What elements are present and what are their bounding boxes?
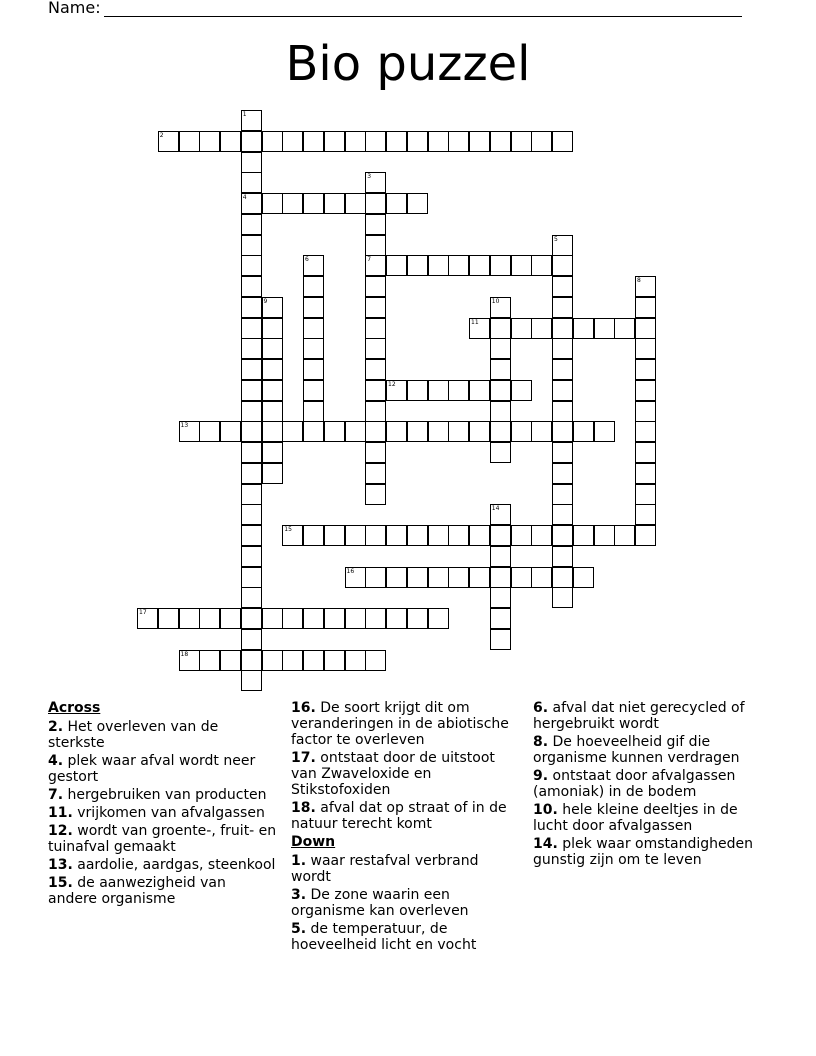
clue-column-3 [533, 700, 763, 870]
crossword-cell[interactable] [241, 359, 262, 380]
crossword-cell[interactable] [635, 504, 656, 525]
crossword-cell[interactable] [365, 297, 386, 318]
crossword-cell[interactable] [490, 297, 511, 318]
crossword-cell[interactable] [448, 380, 469, 401]
crossword-cell[interactable] [428, 255, 449, 276]
clue-down-5: 5. de temperatuur, de hoeveelheid licht en vocht [291, 921, 477, 953]
down-heading: Down [291, 834, 336, 850]
crossword-cell[interactable] [241, 380, 262, 401]
crossword-cell[interactable] [635, 421, 656, 442]
crossword-cell[interactable] [220, 608, 241, 629]
crossword-cell[interactable] [511, 255, 532, 276]
crossword-cell[interactable] [407, 255, 428, 276]
crossword-cell[interactable] [490, 380, 511, 401]
cell-number: 12 [388, 380, 396, 388]
crossword-cell[interactable] [241, 504, 262, 525]
crossword-cell[interactable] [531, 318, 552, 339]
crossword-cell[interactable] [262, 193, 283, 214]
crossword-cell[interactable] [428, 131, 449, 152]
crossword-cell[interactable] [365, 255, 386, 276]
cell-number: 10 [491, 297, 500, 305]
crossword-cell[interactable] [241, 463, 262, 484]
crossword-cell[interactable] [552, 421, 573, 442]
crossword-cell[interactable] [635, 276, 656, 297]
crossword-cell[interactable] [220, 421, 241, 442]
crossword-cell[interactable] [428, 608, 449, 629]
cell-number: 14 [491, 505, 500, 513]
crossword-cell[interactable] [365, 318, 386, 339]
crossword-cell[interactable] [241, 235, 262, 256]
crossword-cell[interactable] [594, 525, 615, 546]
crossword-cell[interactable] [282, 193, 303, 214]
crossword-cell[interactable] [552, 131, 573, 152]
crossword-cell[interactable] [490, 504, 511, 525]
crossword-cell[interactable] [552, 587, 573, 608]
crossword-cell[interactable] [490, 442, 511, 463]
crossword-cell[interactable] [324, 608, 345, 629]
crossword-cell[interactable] [490, 131, 511, 152]
crossword-cell[interactable] [365, 608, 386, 629]
cell-number: 11 [471, 318, 479, 326]
crossword-cell[interactable] [262, 131, 283, 152]
crossword-cell[interactable] [428, 567, 449, 588]
crossword-cell[interactable] [241, 442, 262, 463]
clue-down-8: 8. De hoeveelheid gif die organisme kunnen verdragen [533, 734, 740, 766]
crossword-cell[interactable] [386, 193, 407, 214]
crossword-cell[interactable] [552, 338, 573, 359]
crossword-cell[interactable] [511, 380, 532, 401]
cell-number: 8 [637, 277, 641, 284]
crossword-cell[interactable] [386, 567, 407, 588]
crossword-cell[interactable] [614, 525, 635, 546]
crossword-cell[interactable] [448, 525, 469, 546]
crossword-cell[interactable] [345, 650, 366, 671]
crossword-cell[interactable] [199, 421, 220, 442]
crossword-cell[interactable] [241, 567, 262, 588]
crossword-cell[interactable] [552, 297, 573, 318]
crossword-cell[interactable] [490, 525, 511, 546]
crossword-cell[interactable] [241, 193, 262, 214]
clue-column-2 [291, 700, 521, 955]
cell-number: 15 [284, 526, 292, 533]
crossword-cell[interactable] [303, 608, 324, 629]
crossword-cell[interactable] [303, 525, 324, 546]
clue-across-18: 18. afval dat op straat of in de natuur terecht komt [291, 800, 507, 832]
crossword-cell[interactable] [262, 421, 283, 442]
crossword-cell[interactable] [282, 421, 303, 442]
crossword-cell[interactable] [573, 525, 594, 546]
cell-number: 5 [554, 235, 558, 243]
crossword-cell[interactable] [386, 525, 407, 546]
crossword-cell[interactable] [241, 110, 262, 131]
clue-across-11: 11. vrijkomen van afvalgassen [48, 805, 265, 821]
clue-across-13: 13. aardolie, aardgas, steenkool [48, 857, 276, 873]
page-title: Bio puzzel [285, 36, 531, 92]
crossword-cell[interactable] [531, 131, 552, 152]
crossword-cell[interactable] [303, 297, 324, 318]
crossword-cell[interactable] [241, 587, 262, 608]
crossword-cell[interactable] [262, 608, 283, 629]
crossword-cell[interactable] [345, 193, 366, 214]
crossword-cell[interactable] [635, 463, 656, 484]
crossword-cell[interactable] [635, 297, 656, 318]
crossword-cell[interactable] [407, 525, 428, 546]
crossword-cell[interactable] [531, 567, 552, 588]
crossword-cell[interactable] [635, 359, 656, 380]
crossword-cell[interactable] [303, 318, 324, 339]
crossword-cell[interactable] [324, 193, 345, 214]
crossword-cell[interactable] [262, 401, 283, 422]
crossword-cell[interactable] [365, 463, 386, 484]
crossword-cell[interactable] [365, 567, 386, 588]
crossword-cell[interactable] [158, 608, 179, 629]
crossword-cell[interactable] [531, 421, 552, 442]
cell-number: 18 [180, 650, 189, 658]
clue-column-1 [48, 700, 278, 909]
crossword-cell[interactable] [469, 380, 490, 401]
crossword-cell[interactable] [199, 650, 220, 671]
crossword-cell[interactable] [614, 318, 635, 339]
cell-number: 2 [159, 131, 164, 139]
crossword-cell[interactable] [573, 421, 594, 442]
crossword-cell[interactable] [490, 546, 511, 567]
crossword-cell[interactable] [345, 608, 366, 629]
crossword-cell[interactable] [635, 380, 656, 401]
crossword-cell[interactable] [407, 131, 428, 152]
crossword-cell[interactable] [365, 650, 386, 671]
crossword-cell[interactable] [490, 318, 511, 339]
crossword-cell[interactable] [490, 567, 511, 588]
crossword-cell[interactable] [469, 525, 490, 546]
crossword-cell[interactable] [365, 214, 386, 235]
crossword-cell[interactable] [573, 318, 594, 339]
crossword-cell[interactable] [490, 608, 511, 629]
crossword-cell[interactable] [490, 359, 511, 380]
crossword-cell[interactable] [469, 421, 490, 442]
crossword-cell[interactable] [303, 421, 324, 442]
crossword-cell[interactable] [241, 670, 262, 691]
crossword-cell[interactable] [365, 193, 386, 214]
cell-number: 13 [180, 422, 189, 430]
crossword-cell[interactable] [428, 525, 449, 546]
crossword-cell[interactable] [365, 276, 386, 297]
crossword-cell[interactable] [241, 421, 262, 442]
crossword-cell[interactable] [262, 442, 283, 463]
clue-across-16: 16. De soort krijgt dit om veranderingen in de abiotische factor te overleven [291, 700, 509, 748]
clue-across-17: 17. ontstaat door de uitstoot van Zwaveloxide en Stikstofoxiden [291, 750, 495, 798]
crossword-cell[interactable] [345, 567, 366, 588]
crossword-cell[interactable] [469, 131, 490, 152]
crossword-cell[interactable] [282, 608, 303, 629]
clue-down-1: 1. waar restafval verbrand wordt [291, 853, 479, 885]
crossword-cell[interactable] [552, 235, 573, 256]
crossword-cell[interactable] [552, 255, 573, 276]
crossword-cell[interactable] [490, 401, 511, 422]
crossword-cell[interactable] [448, 567, 469, 588]
crossword-cell[interactable] [303, 359, 324, 380]
crossword-cell[interactable] [324, 525, 345, 546]
clue-across-2: 2. Het overleven van de sterkste [48, 719, 219, 751]
crossword-cell[interactable] [365, 525, 386, 546]
crossword-cell[interactable] [199, 131, 220, 152]
crossword-cell[interactable] [179, 650, 200, 671]
across-heading: Across [48, 700, 101, 716]
crossword-cell[interactable] [220, 131, 241, 152]
crossword-cell[interactable] [262, 380, 283, 401]
crossword-cell[interactable] [511, 421, 532, 442]
crossword-cell[interactable] [220, 650, 241, 671]
crossword-cell[interactable] [635, 401, 656, 422]
crossword-cell[interactable] [241, 318, 262, 339]
crossword-cell[interactable] [448, 255, 469, 276]
crossword-cell[interactable] [199, 608, 220, 629]
crossword-cell[interactable] [552, 276, 573, 297]
crossword-cell[interactable] [552, 463, 573, 484]
crossword-cell[interactable] [179, 131, 200, 152]
crossword-cell[interactable] [303, 131, 324, 152]
crossword-cell[interactable] [407, 608, 428, 629]
crossword-cell[interactable] [635, 484, 656, 505]
crossword-cell[interactable] [407, 380, 428, 401]
crossword-cell[interactable] [552, 504, 573, 525]
crossword-cell[interactable] [469, 567, 490, 588]
crossword-cell[interactable] [552, 484, 573, 505]
crossword-cell[interactable] [386, 131, 407, 152]
crossword-cell[interactable] [428, 380, 449, 401]
crossword-cell[interactable] [241, 525, 262, 546]
crossword-cell[interactable] [241, 172, 262, 193]
crossword-cell[interactable] [179, 608, 200, 629]
crossword-cell[interactable] [511, 131, 532, 152]
crossword-cell[interactable] [386, 608, 407, 629]
crossword-cell[interactable] [324, 131, 345, 152]
crossword-cell[interactable] [531, 255, 552, 276]
crossword-cell[interactable] [365, 359, 386, 380]
cell-number: 17 [139, 609, 147, 616]
cell-number: 7 [367, 256, 372, 264]
crossword-cell[interactable] [573, 567, 594, 588]
clue-down-14: 14. plek waar omstandigheden gunstig zijn om te leven [533, 836, 753, 868]
crossword-cell[interactable] [531, 525, 552, 546]
crossword-cell[interactable] [241, 152, 262, 173]
crossword-cell[interactable] [635, 318, 656, 339]
clue-down-6: 6. afval dat niet gerecycled of hergebruikt wordt [533, 700, 745, 732]
crossword-cell[interactable] [241, 338, 262, 359]
crossword-cell[interactable] [594, 421, 615, 442]
crossword-cell[interactable] [303, 255, 324, 276]
crossword-cell[interactable] [262, 463, 283, 484]
crossword-cell[interactable] [511, 567, 532, 588]
crossword-cell[interactable] [345, 525, 366, 546]
crossword-cell[interactable] [365, 131, 386, 152]
crossword-cell[interactable] [552, 380, 573, 401]
crossword-cell[interactable] [303, 401, 324, 422]
crossword-cell[interactable] [241, 546, 262, 567]
crossword-cell[interactable] [137, 608, 158, 629]
crossword-cell[interactable] [386, 380, 407, 401]
clue-down-3: 3. De zone waarin een organisme kan overleven [291, 887, 469, 919]
crossword-cell[interactable] [407, 421, 428, 442]
crossword-cell[interactable] [490, 421, 511, 442]
cell-number: 1 [242, 111, 247, 118]
crossword-cell[interactable] [158, 131, 179, 152]
cell-number: 6 [305, 256, 309, 264]
crossword-cell[interactable] [552, 359, 573, 380]
clue-across-7: 7. hergebruiken van producten [48, 787, 267, 803]
crossword-cell[interactable] [552, 567, 573, 588]
crossword-cell[interactable] [365, 442, 386, 463]
crossword-cell[interactable] [262, 338, 283, 359]
crossword-cell[interactable] [241, 297, 262, 318]
crossword-cell[interactable] [365, 401, 386, 422]
crossword-cell[interactable] [179, 421, 200, 442]
crossword-cell[interactable] [490, 338, 511, 359]
clue-across-15: 15. de aanwezigheid van andere organisme [48, 875, 226, 907]
crossword-cell[interactable] [303, 380, 324, 401]
crossword-cell[interactable] [303, 276, 324, 297]
crossword-cell[interactable] [241, 276, 262, 297]
crossword-cell[interactable] [241, 255, 262, 276]
crossword-cell[interactable] [365, 380, 386, 401]
crossword-cell[interactable] [448, 131, 469, 152]
crossword-cell[interactable] [635, 525, 656, 546]
crossword-cell[interactable] [241, 484, 262, 505]
crossword-cell[interactable] [262, 650, 283, 671]
cell-number: 16 [346, 567, 355, 575]
crossword-cell[interactable] [241, 131, 262, 152]
crossword-cell[interactable] [552, 401, 573, 422]
crossword-cell[interactable] [282, 525, 303, 546]
crossword-cell[interactable] [303, 650, 324, 671]
crossword-cell[interactable] [469, 255, 490, 276]
crossword-cell[interactable] [282, 131, 303, 152]
name-label: Name: [48, 0, 101, 17]
cell-number: 4 [242, 194, 247, 201]
crossword-cell[interactable] [448, 421, 469, 442]
crossword-cell[interactable] [345, 421, 366, 442]
crossword-cell[interactable] [552, 525, 573, 546]
crossword-cell[interactable] [365, 338, 386, 359]
crossword-cell[interactable] [324, 650, 345, 671]
crossword-cell[interactable] [490, 629, 511, 650]
crossword-cell[interactable] [303, 338, 324, 359]
crossword-cell[interactable] [407, 567, 428, 588]
crossword-cell[interactable] [262, 359, 283, 380]
crossword-cell[interactable] [365, 172, 386, 193]
clue-down-10: 10. hele kleine deeltjes in de lucht door afvalgassen [533, 802, 738, 834]
crossword-cell[interactable] [241, 629, 262, 650]
crossword-cell[interactable] [552, 442, 573, 463]
crossword-cell[interactable] [241, 401, 262, 422]
crossword-cell[interactable] [490, 587, 511, 608]
cell-number: 9 [263, 297, 268, 305]
crossword-cell[interactable] [552, 546, 573, 567]
crossword-cell[interactable] [345, 131, 366, 152]
cell-number: 3 [367, 173, 372, 181]
crossword-cell[interactable] [511, 318, 532, 339]
clue-across-4: 4. plek waar afval wordt neer gestort [48, 753, 256, 785]
crossword-cell[interactable] [365, 484, 386, 505]
crossword-cell[interactable] [386, 255, 407, 276]
crossword-cell[interactable] [282, 650, 303, 671]
crossword-cell[interactable] [469, 318, 490, 339]
crossword-cell[interactable] [407, 193, 428, 214]
crossword-cell[interactable] [386, 421, 407, 442]
crossword-cell[interactable] [552, 318, 573, 339]
crossword-cell[interactable] [635, 442, 656, 463]
crossword-cell[interactable] [324, 421, 345, 442]
crossword-cell[interactable] [635, 338, 656, 359]
crossword-cell[interactable] [241, 650, 262, 671]
crossword-cell[interactable] [511, 525, 532, 546]
crossword-cell[interactable] [594, 318, 615, 339]
crossword-cell[interactable] [241, 214, 262, 235]
crossword-cell[interactable] [303, 193, 324, 214]
crossword-cell[interactable] [365, 421, 386, 442]
crossword-cell[interactable] [365, 235, 386, 256]
crossword-cell[interactable] [428, 421, 449, 442]
crossword-cell[interactable] [262, 318, 283, 339]
crossword-cell[interactable] [490, 255, 511, 276]
crossword-cell[interactable] [241, 608, 262, 629]
clue-down-9: 9. ontstaat door afvalgassen (amoniak) in de bodem [533, 768, 736, 800]
crossword-cell[interactable] [262, 297, 283, 318]
clue-across-12: 12. wordt van groente-, fruit- en tuinafval gemaakt [48, 823, 277, 855]
